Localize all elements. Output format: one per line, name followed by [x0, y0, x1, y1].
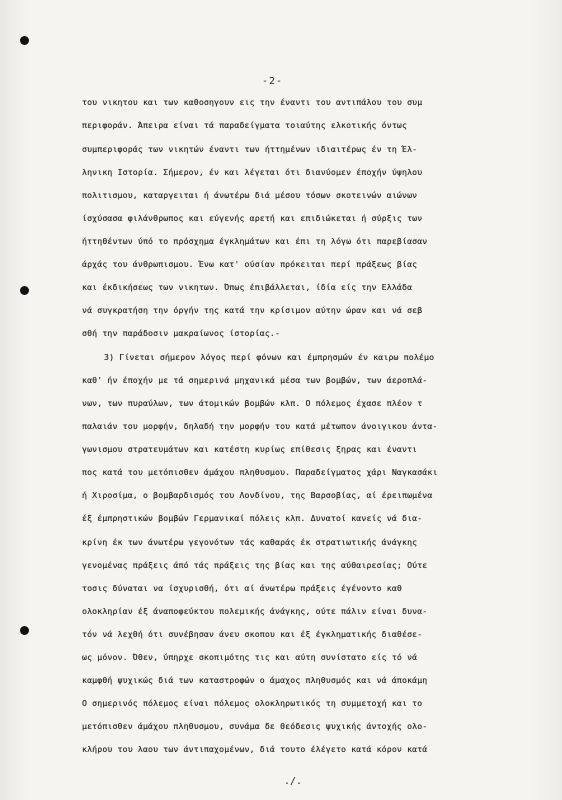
text-line: άρχάς του άνθρωπισμου. Ένω κατ' ούσίαν πρόκειται περί πράξεως βίας — [82, 259, 418, 269]
text-line: μετόπισθεν άμάχου πληθυσμου, συνάμα δε θεόδεσις ψυχικής άντοχής ολο- — [82, 721, 428, 731]
text-line: νά συγκρατήση την όργήν της κατά την κρίσιμον αύτην ώραν και νά σεβ — [82, 305, 423, 315]
text-line: καθ' ήν έποχήν με τά σημερινά μηχανικά μέσα των βομβών, των άεροπλά- — [82, 375, 428, 385]
text-line: πολιτισμου, καταργειται ή άνωτέρω διά μέσου τόσων σκοτεινών αιώνων — [82, 190, 418, 200]
text-line: ίσχύσασα φιλάνθρωπος και εύγενής αρετή και επιδιώκεται ή σύρξις των — [82, 213, 423, 223]
text-line: περιφοράν. Άπειρα είναι τά παραδείγματα τοιαύτης ελκοτικής όντως — [82, 120, 408, 130]
text-line: τοσις δύναται να ίσχυρισθή, ότι αί άνωτέρω πράξεις έγένοντο καθ — [82, 583, 402, 593]
text-line: κλήρου του λαου των άντιπαχομένων, διά τουτο έλέγετο κατά κόρον κατά — [82, 744, 428, 754]
text-line: έξ έμπρηστικών βομβών Γερμανικαί πόλεις κλπ. Δυνατοί κανείς νά δια- — [82, 513, 423, 523]
text-line: ολοκληρίαν έξ άναποφεύκτου πολεμικής άνάγκης, ούτε πάλιν είναι δυνα- — [82, 606, 428, 616]
text-line: καμφθή ψυχικώς διά των καταστροφών ο άμαχος πληθυσμός και νά άποκάμη — [82, 675, 428, 685]
text-line: παλαιάν του μορφήν, δηλαδή την μορφήν του κατά μέτωπον άνοιγικου άντα- — [82, 421, 438, 431]
text-line: γενομένας πράξεις άπό τάς πράξεις της βίας και της αύθαιρεσίας; Ούτε — [82, 560, 428, 570]
punch-hole-bottom — [20, 626, 29, 635]
page-number: -2- — [262, 76, 284, 87]
punch-hole-top — [20, 36, 29, 45]
text-line: συμπεριφοράς των νικητών έναντι των ήττημένων ιδιαιτέρως έν τη Έλ- — [82, 144, 418, 154]
text-line: του νικητου και των καθοσηγουν εις την έναντι του αντιπάλου του συμ — [82, 97, 423, 107]
text-line: νων, των πυραύλων, των άτομικών βομβών κλπ. Ο πόλεμος έχασε πλέον τ — [82, 398, 423, 408]
text-line: ληνικη Ιστορία. Σήμερον, έν και λέγεται ότι διανύομεν έποχήν ύψηλου — [82, 167, 423, 177]
text-line: και έκδικήσεως των νικητων. Όπως έπιβάλλεται, ίδία είς την Ελλάδα — [82, 282, 413, 292]
text-line: ή Χιροσίμα, ο βομβαρδισμός του Λονδίνου, της Βαρσοβίας, αί έρειπωμένα — [82, 490, 433, 500]
text-line: γωνισμου στρατευμάτων και κατέστη κυρίως επίθεσις ξηρας και έναντι — [82, 444, 418, 454]
text-line: κρίνη έκ των άνωτέρω γεγονότων τάς καθαράς έκ στρατιωτικής άνάγκης — [82, 537, 418, 547]
punch-hole-middle — [20, 286, 29, 295]
text-line: ήττηθέντων ύπό το πρόσχημα έγκλημάτων και έπι τη λόγω ότι παρεβίασαν — [82, 236, 428, 246]
text-line: 3) Γίνεται σήμερον λόγος περί φόνων και έμπρησμών έν καιρω πολέμο — [104, 352, 435, 362]
text-line: ως μόνον. Όθεν, ύπηρχε σκοπιμότης τις και αύτη συνίστατο είς τό νά — [82, 652, 418, 662]
continuation-mark: ./. — [284, 776, 303, 787]
text-line: σθή την παράδοσιν μακραίωνος ίστορίας.- — [82, 328, 281, 338]
text-line: τόν νά λεχθή ότι συνέβησαν άνευ σκοπου και έξ έγκληματικής διαθέσε- — [82, 629, 423, 639]
text-line: Ο σημερινός πόλεμος είναι πόλεμος ολοκληρωτικός τη συμμετοχή και το — [82, 698, 423, 708]
text-line: πος κατά του μετόπισθεν άμάχου πληθυσμου. Παραδείγματος χάρι Ναγκασάκι — [82, 467, 438, 477]
